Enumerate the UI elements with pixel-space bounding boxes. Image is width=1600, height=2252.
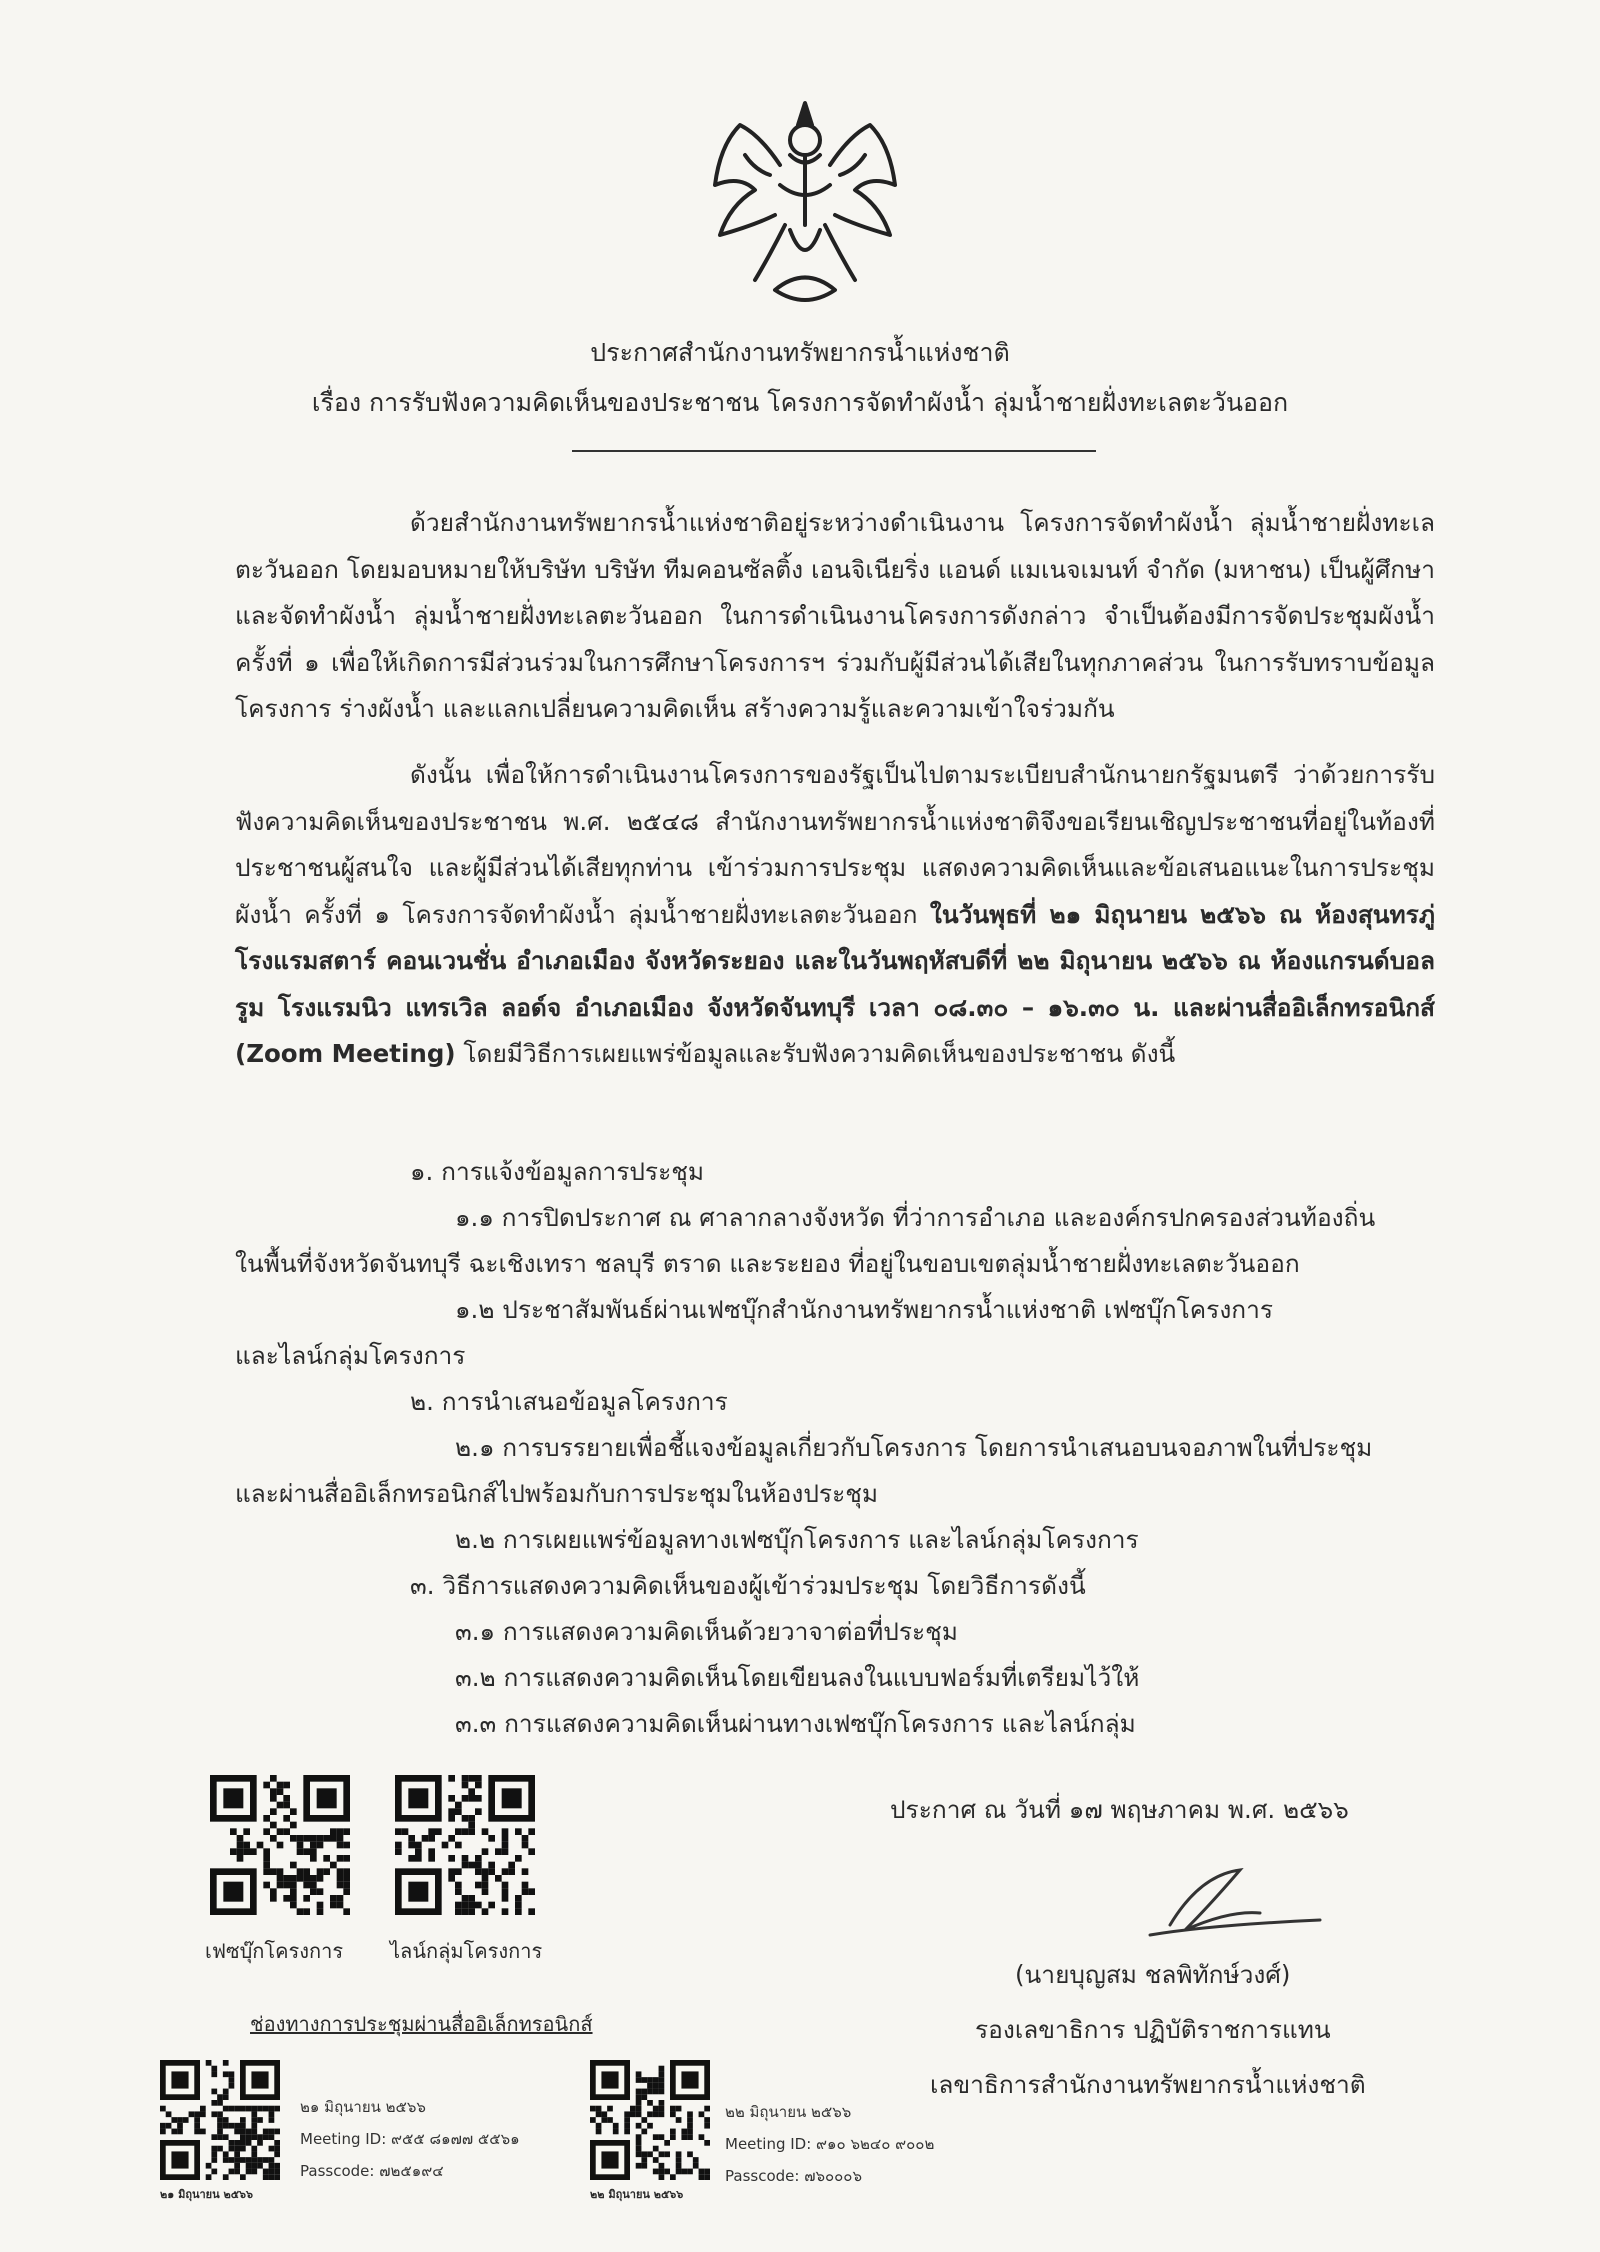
item-3-3: ๓.๓ การแสดงความคิดเห็นผ่านทางเฟซบุ๊กโครงการ และไลน์กลุ่ม bbox=[455, 1709, 1136, 1738]
item-2-2: ๒.๒ การเผยแพร่ข้อมูลทางเฟซบุ๊กโครงการ และไลน์กลุ่มโครงการ bbox=[455, 1525, 1139, 1554]
zoom1-meeting-id: Meeting ID: ๙๕๕ ๘๑๗๗ ๕๕๖๑ bbox=[300, 2130, 520, 2148]
zoom2-meeting-id: Meeting ID: ๙๑๐ ๖๒๔๐ ๙๐๐๒ bbox=[725, 2135, 935, 2153]
item-1-2: ๑.๒ ประชาสัมพันธ์ผ่านเฟซบุ๊กสำนักงานทรัพยากรน้ำแห่งชาติ เฟซบุ๊กโครงการ bbox=[455, 1295, 1274, 1324]
garuda-emblem-icon bbox=[700, 95, 910, 310]
header-divider bbox=[572, 450, 1096, 452]
meeting-details: ในวันพุธที่ ๒๑ มิถุนายน ๒๕๖๖ ณ ห้องสุนทรภู่ โรงแรมสตาร์ คอนเวนชั่น อำเภอเมือง จังหวัดระยอง และในวันพฤหัสบดีที่ ๒๒ มิถุนายน ๒๕๖๖ ณ ห้องแกรนด์บอลรูม โรงแรมนิว แทรเวิล ลอด์จ อำเภอเมือง จังหวัดจันทบุรี เวลา ๐๘.๓๐ – ๑๖.๓๐ น. และผ่านสื่ออิเล็กทรอนิกส์ (Zoom Meeting) bbox=[235, 899, 1435, 1068]
item-3: ๓. วิธีการแสดงความคิดเห็นของผู้เข้าร่วมประชุม โดยวิธีการดังนี้ bbox=[410, 1571, 1086, 1600]
item-1-1: ๑.๑ การปิดประกาศ ณ ศาลากลางจังหวัด ที่ว่าการอำเภอ และองค์กรปกครองส่วนท้องถิ่น bbox=[455, 1203, 1376, 1232]
paragraph-2-end: โดยมีวิธีการเผยแพร่ข้อมูลและรับฟังความคิดเห็นของประชาชน ดังนี้ bbox=[455, 1039, 1176, 1068]
line-qr-code-icon[interactable] bbox=[395, 1775, 535, 1915]
paragraph-2 bbox=[235, 752, 1435, 1078]
zoom1-date: ๒๑ มิถุนายน ๒๕๖๖ bbox=[300, 2098, 426, 2116]
zoom1-qr-code-icon[interactable] bbox=[160, 2060, 280, 2180]
item-3-2: ๓.๒ การแสดงความคิดเห็นโดยเขียนลงในแบบฟอร์มที่เตรียมไว้ให้ bbox=[455, 1663, 1140, 1692]
signatory-name: (นายบุญสม ชลพิทักษ์วงศ์) bbox=[1015, 1960, 1291, 1989]
item-2-1: ๒.๑ การบรรยายเพื่อชี้แจงข้อมูลเกี่ยวกับโครงการ โดยการนำเสนอบนจอภาพในที่ประชุม bbox=[455, 1433, 1373, 1462]
online-meeting-heading: ช่องทางการประชุมผ่านสื่ออิเล็กทรอนิกส์ bbox=[250, 2012, 593, 2036]
paragraph-1-text: ด้วยสำนักงานทรัพยากรน้ำแห่งชาติอยู่ระหว่างดำเนินงาน โครงการจัดทำผังน้ำ ลุ่มน้ำชายฝั่งทะเลตะวันออก โดยมอบหมายให้บริษัท บริษัท ทีมคอนซัลติ้ง เอนจิเนียริ่ง แอนด์ แมเนจเมนท์ จำกัด (มหาชน) เป็นผู้ศึกษาและจัดทำผังน้ำ ลุ่มน้ำชายฝั่งทะเลตะวันออก ในการดำเนินงานโครงการดังกล่าว จำเป็นต้องมีการจัดประชุมผังน้ำ ครั้งที่ ๑ เพื่อให้เกิดการมีส่วนร่วมในการศึกษาโครงการฯ ร่วมกับผู้มีส่วนได้เสียในทุกภาคส่วน ในการรับทราบข้อมูลโครงการ ร่างผังน้ำ และแลกเปลี่ยนความคิดเห็น สร้างความรู้และความเข้าใจร่วมกัน bbox=[235, 508, 1435, 723]
zoom1-qr-label: ๒๑ มิถุนายน ๒๕๖๖ bbox=[160, 2188, 254, 2201]
announce-date: ประกาศ ณ วันที่ ๑๗ พฤษภาคม พ.ศ. ๒๕๖๖ bbox=[890, 1795, 1349, 1824]
item-1-1-cont: ในพื้นที่จังหวัดจันทบุรี ฉะเชิงเทรา ชลบุรี ตราด และระยอง ที่อยู่ในขอบเขตลุ่มน้ำชายฝั่งทะเลตะวันออก bbox=[235, 1249, 1300, 1278]
paragraph-2-text: ดังนั้น เพื่อให้การดำเนินงานโครงการของรัฐเป็นไปตามระเบียบสำนักนายกรัฐมนตรี ว่าด้วยการรับฟังความคิดเห็นของประชาชน พ.ศ. ๒๕๔๘ สำนักงานทรัพยากรน้ำแห่งชาติจึงขอเรียนเชิญประชาชนที่อยู่ในท้องที่ ประชาชนผู้สนใจ และผู้มีส่วนได้เสียทุกท่าน เข้าร่วมการประชุม แสดงความคิดเห็นและข้อเสนอแนะในการประชุมผังน้ำ ครั้งที่ ๑ โครงการจัดทำผังน้ำ ลุ่มน้ำชายฝั่งทะเลตะวันออก bbox=[235, 760, 1435, 929]
signatory-position-1: รองเลขาธิการ ปฏิบัติราชการแทน bbox=[975, 2015, 1331, 2044]
facebook-qr-code-icon[interactable] bbox=[210, 1775, 350, 1915]
facebook-qr-caption: เฟซบุ๊กโครงการ bbox=[205, 1939, 344, 1963]
item-2-1-cont: และผ่านสื่ออิเล็กทรอนิกส์ไปพร้อมกับการประชุมในห้องประชุม bbox=[235, 1479, 879, 1508]
signature-icon bbox=[1090, 1865, 1330, 1945]
signatory-position-2: เลขาธิการสำนักงานทรัพยากรน้ำแห่งชาติ bbox=[930, 2070, 1366, 2099]
item-1-2-cont: และไลน์กลุ่มโครงการ bbox=[235, 1341, 466, 1370]
announcement-subject: เรื่อง การรับฟังความคิดเห็นของประชาชน โครงการจัดทำผังน้ำ ลุ่มน้ำชายฝั่งทะเลตะวันออก bbox=[311, 388, 1289, 417]
zoom2-date: ๒๒ มิถุนายน ๒๕๖๖ bbox=[725, 2103, 852, 2121]
zoom1-passcode: Passcode: ๗๒๕๑๙๔ bbox=[300, 2162, 444, 2180]
announcement-title: ประกาศสำนักงานทรัพยากรน้ำแห่งชาติ bbox=[590, 338, 1010, 367]
zoom2-passcode: Passcode: ๗๖๐๐๐๖ bbox=[725, 2167, 862, 2185]
item-1: ๑. การแจ้งข้อมูลการประชุม bbox=[410, 1157, 705, 1186]
line-qr-caption: ไลน์กลุ่มโครงการ bbox=[390, 1939, 543, 1963]
item-3-1: ๓.๑ การแสดงความคิดเห็นด้วยวาจาต่อที่ประชุม bbox=[455, 1617, 958, 1646]
zoom2-qr-code-icon[interactable] bbox=[590, 2060, 710, 2180]
item-2: ๒. การนำเสนอข้อมูลโครงการ bbox=[410, 1387, 728, 1416]
paragraph-1 bbox=[235, 500, 1435, 733]
zoom2-qr-label: ๒๒ มิถุนายน ๒๕๖๖ bbox=[590, 2188, 684, 2201]
